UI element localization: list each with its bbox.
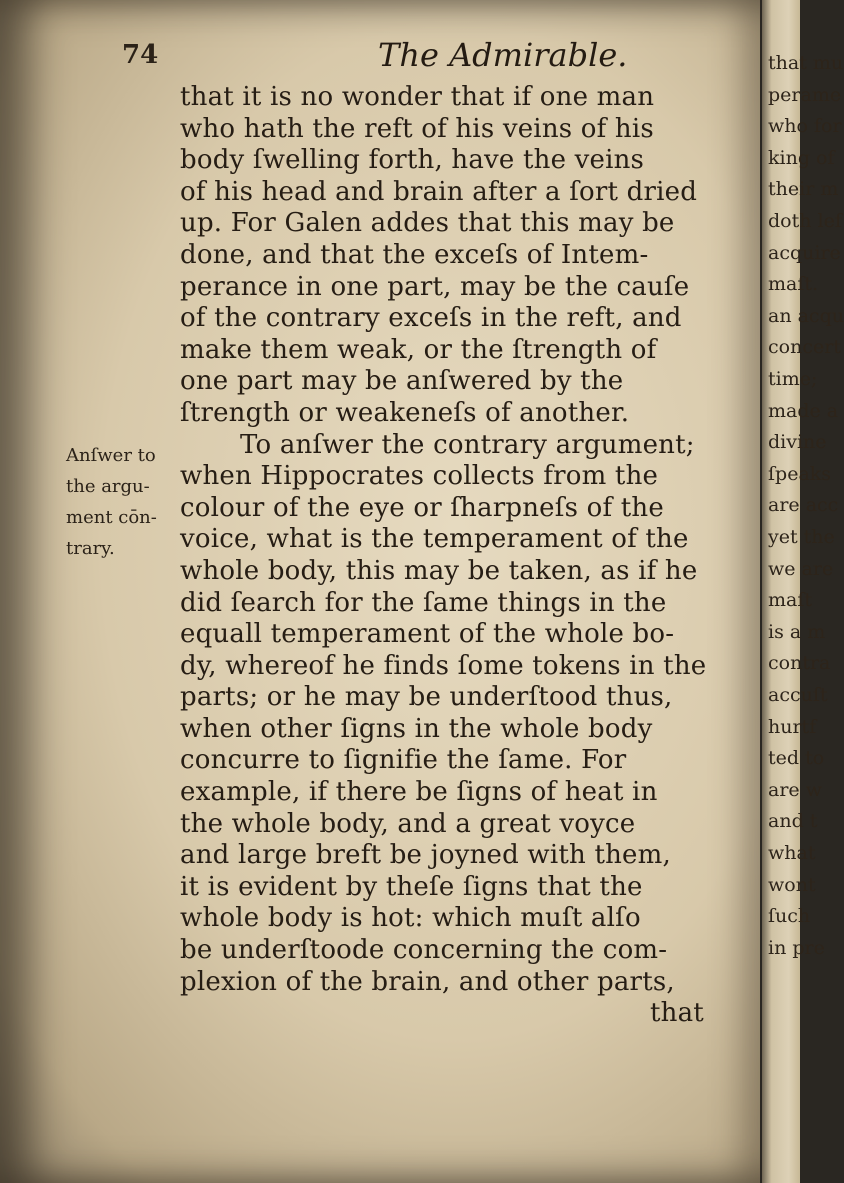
text-line: of the contrary exceſs in the reft, and — [180, 303, 682, 334]
text-line: done, and that the exceſs of Intem- — [180, 239, 649, 270]
adjacent-page-fragment: ſuch — [768, 905, 811, 928]
adjacent-page-fragment: acquire — [768, 241, 841, 264]
adjacent-page-fragment: what — [768, 842, 816, 864]
adjacent-page-fragment: time; — [768, 368, 818, 390]
text-line: whole body is hot: which muſt alſo — [180, 903, 641, 934]
adjacent-page-fragment: their m — [768, 178, 839, 201]
text-line: make them weak, or the ſtrength of — [180, 334, 657, 365]
adjacent-page-fragment: concert — [768, 336, 841, 359]
text-line: one part may be anſwered by the — [180, 366, 624, 397]
adjacent-page-fragment: king of — [768, 146, 835, 169]
adjacent-page-fragment: contra — [768, 652, 831, 675]
text-line: whole body, this may be taken, as if he — [180, 555, 698, 586]
adjacent-page-fragment: who for — [768, 115, 842, 138]
adjacent-page-fragment: ſpeaks — [768, 462, 832, 485]
adjacent-page-edge — [762, 0, 844, 1183]
adjacent-page-fragment: maſt. — [768, 273, 819, 296]
margin-note-line: the argu- — [66, 476, 150, 497]
text-line: that it is no wonder that if one man — [180, 82, 655, 112]
margin-note — [66, 440, 186, 564]
body-text — [180, 82, 755, 1030]
running-title: The Admirable. — [378, 36, 628, 74]
adjacent-page-fragment: doth lef — [768, 210, 842, 232]
adjacent-page-fragment: hurtf — [768, 715, 817, 738]
text-line: it is evident by theſe ſigns that the — [180, 871, 643, 902]
margin-note-line: trary. — [66, 538, 115, 559]
text-line: parts; or he may be underſtood thus, — [180, 682, 673, 713]
text-line: did ſearch for the ſame things in the — [180, 587, 667, 618]
text-line: be underſtoode concerning the com- — [180, 935, 668, 966]
text-line: plexion of the brain, and other parts, — [180, 966, 675, 997]
margin-note-line: Anſwer to — [66, 445, 156, 466]
adjacent-page-fragment: maſt — [768, 589, 813, 612]
adjacent-page-fragment: is a m — [768, 620, 826, 643]
adjacent-page-fragment: are w — [768, 778, 822, 801]
text-line: equall temperament of the whole bo- — [180, 619, 675, 650]
adjacent-page-fragment: and t — [768, 810, 818, 833]
text-line: up. For Galen addes that this may be — [180, 208, 675, 239]
page-header — [0, 36, 760, 80]
margin-note-line: ment cōn- — [66, 507, 157, 528]
text-line: To anſwer the contrary argument; — [240, 429, 695, 460]
text-line: perance in one part, may be the cauſe — [180, 271, 690, 302]
text-line: when Hippocrates collects from the — [180, 461, 659, 492]
text-line: concurre to ſignifie the ſame. For — [180, 745, 627, 776]
text-line: that — [650, 998, 704, 1029]
text-line: of his head and brain after a ſort dried — [180, 176, 698, 207]
adjacent-page-fragment: yet the — [768, 526, 835, 548]
text-line: who hath the reft of his veins of his — [180, 113, 654, 144]
adjacent-page-fragment: are acc — [768, 494, 839, 517]
adjacent-page-fragment: perame — [768, 83, 842, 106]
page-number: 74 — [122, 40, 159, 70]
adjacent-page-fragment: divine — [768, 431, 827, 454]
adjacent-page-fragment: an acqu — [768, 304, 844, 327]
adjacent-page-fragment: wont — [768, 873, 816, 896]
text-line: when other ſigns in the whole body — [180, 713, 653, 744]
adjacent-page-fragment: made a — [768, 399, 839, 422]
text-line: ſtrength or weakeneſs of another. — [180, 397, 630, 428]
adjacent-page-fragment: we are — [768, 557, 834, 580]
text-line: example, if there be ſigns of heat in — [180, 777, 658, 808]
adjacent-page-fragment: ted to — [768, 747, 825, 770]
text-line: and large breft be joyned with them, — [180, 840, 671, 871]
text-line: body ſwelling forth, have the veins — [180, 145, 645, 176]
adjacent-page-fragment: in pre — [768, 936, 825, 959]
text-line: voice, what is the temperament of the — [180, 524, 689, 555]
adjacent-page-fragment: that mu — [768, 52, 844, 74]
text-line: the whole body, and a great voyce — [180, 808, 636, 839]
adjacent-page-fragment: accuſt — [768, 684, 828, 706]
text-line: colour of the eye or ſharpneſs of the — [180, 492, 664, 523]
text-line: dy, whereof he finds ſome tokens in the — [180, 650, 707, 681]
